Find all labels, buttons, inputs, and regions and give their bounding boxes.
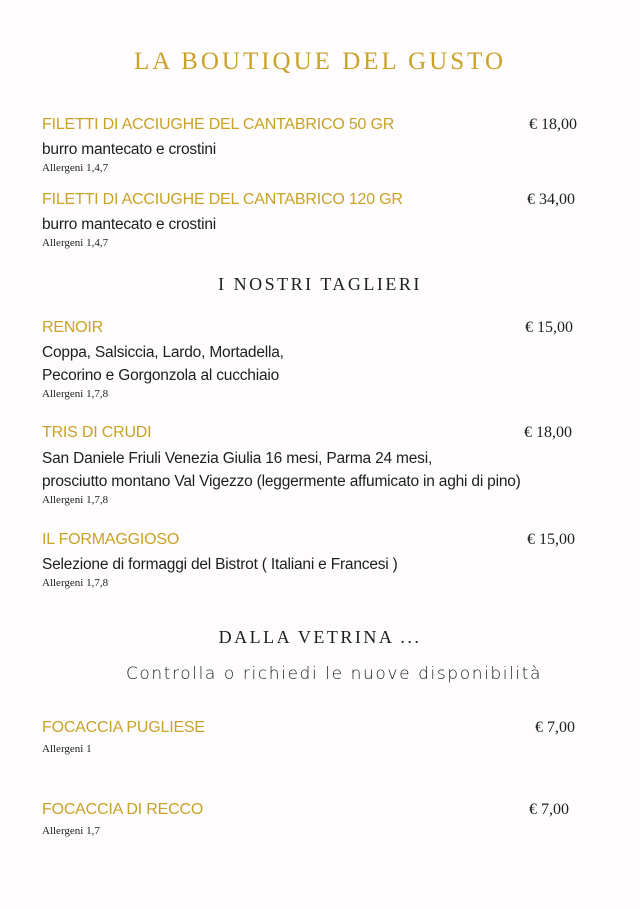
item-name: FOCACCIA DI RECCO: [42, 801, 204, 818]
item-description: prosciutto montano Val Vigezzo (leggermente affumicato in aghi di pino): [42, 473, 521, 490]
item-allergens: Allergeni 1: [42, 743, 92, 755]
item-price: € 7,00: [535, 719, 575, 736]
section-heading-taglieri: I NOSTRI TAGLIERI: [218, 274, 422, 294]
item-description: San Daniele Friuli Venezia Giulia 16 mesi, Parma 24 mesi,: [42, 450, 433, 467]
item-price: € 18,00: [529, 116, 577, 133]
item-price: € 18,00: [524, 424, 572, 441]
item-allergens: Allergeni 1,4,7: [42, 162, 109, 174]
item-description: Selezione di formaggi del Bistrot ( Italiani e Francesi ): [42, 556, 398, 573]
section-subtitle: Controlla o richiedi le nuove disponibilità: [125, 664, 543, 684]
item-name: TRIS DI CRUDI: [42, 424, 152, 441]
item-name: RENOIR: [42, 319, 104, 336]
item-allergens: Allergeni 1,7,8: [42, 388, 109, 400]
item-name: FILETTI DI ACCIUGHE DEL CANTABRICO 50 GR: [42, 116, 395, 133]
item-price: € 34,00: [527, 191, 575, 208]
item-description: burro mantecato e crostini: [42, 141, 216, 158]
item-description: Pecorino e Gorgonzola al cucchiaio: [42, 367, 280, 384]
item-name: IL FORMAGGIOSO: [42, 531, 180, 548]
item-allergens: Allergeni 1,7,8: [42, 494, 109, 506]
item-price: € 15,00: [527, 531, 575, 548]
section-heading-vetrina: DALLA VETRINA ...: [218, 627, 422, 647]
item-price: € 7,00: [529, 801, 569, 818]
item-name: FOCACCIA PUGLIESE: [42, 719, 205, 736]
item-price: € 15,00: [525, 319, 573, 336]
item-allergens: Allergeni 1,7: [42, 825, 100, 837]
item-description: burro mantecato e crostini: [42, 216, 216, 233]
item-name: FILETTI DI ACCIUGHE DEL CANTABRICO 120 GR: [42, 191, 403, 208]
item-allergens: Allergeni 1,7,8: [42, 577, 109, 589]
item-description: Coppa, Salsiccia, Lardo, Mortadella,: [42, 344, 284, 361]
item-allergens: Allergeni 1,4,7: [42, 237, 109, 249]
menu-title: LA BOUTIQUE DEL GUSTO: [133, 48, 506, 75]
